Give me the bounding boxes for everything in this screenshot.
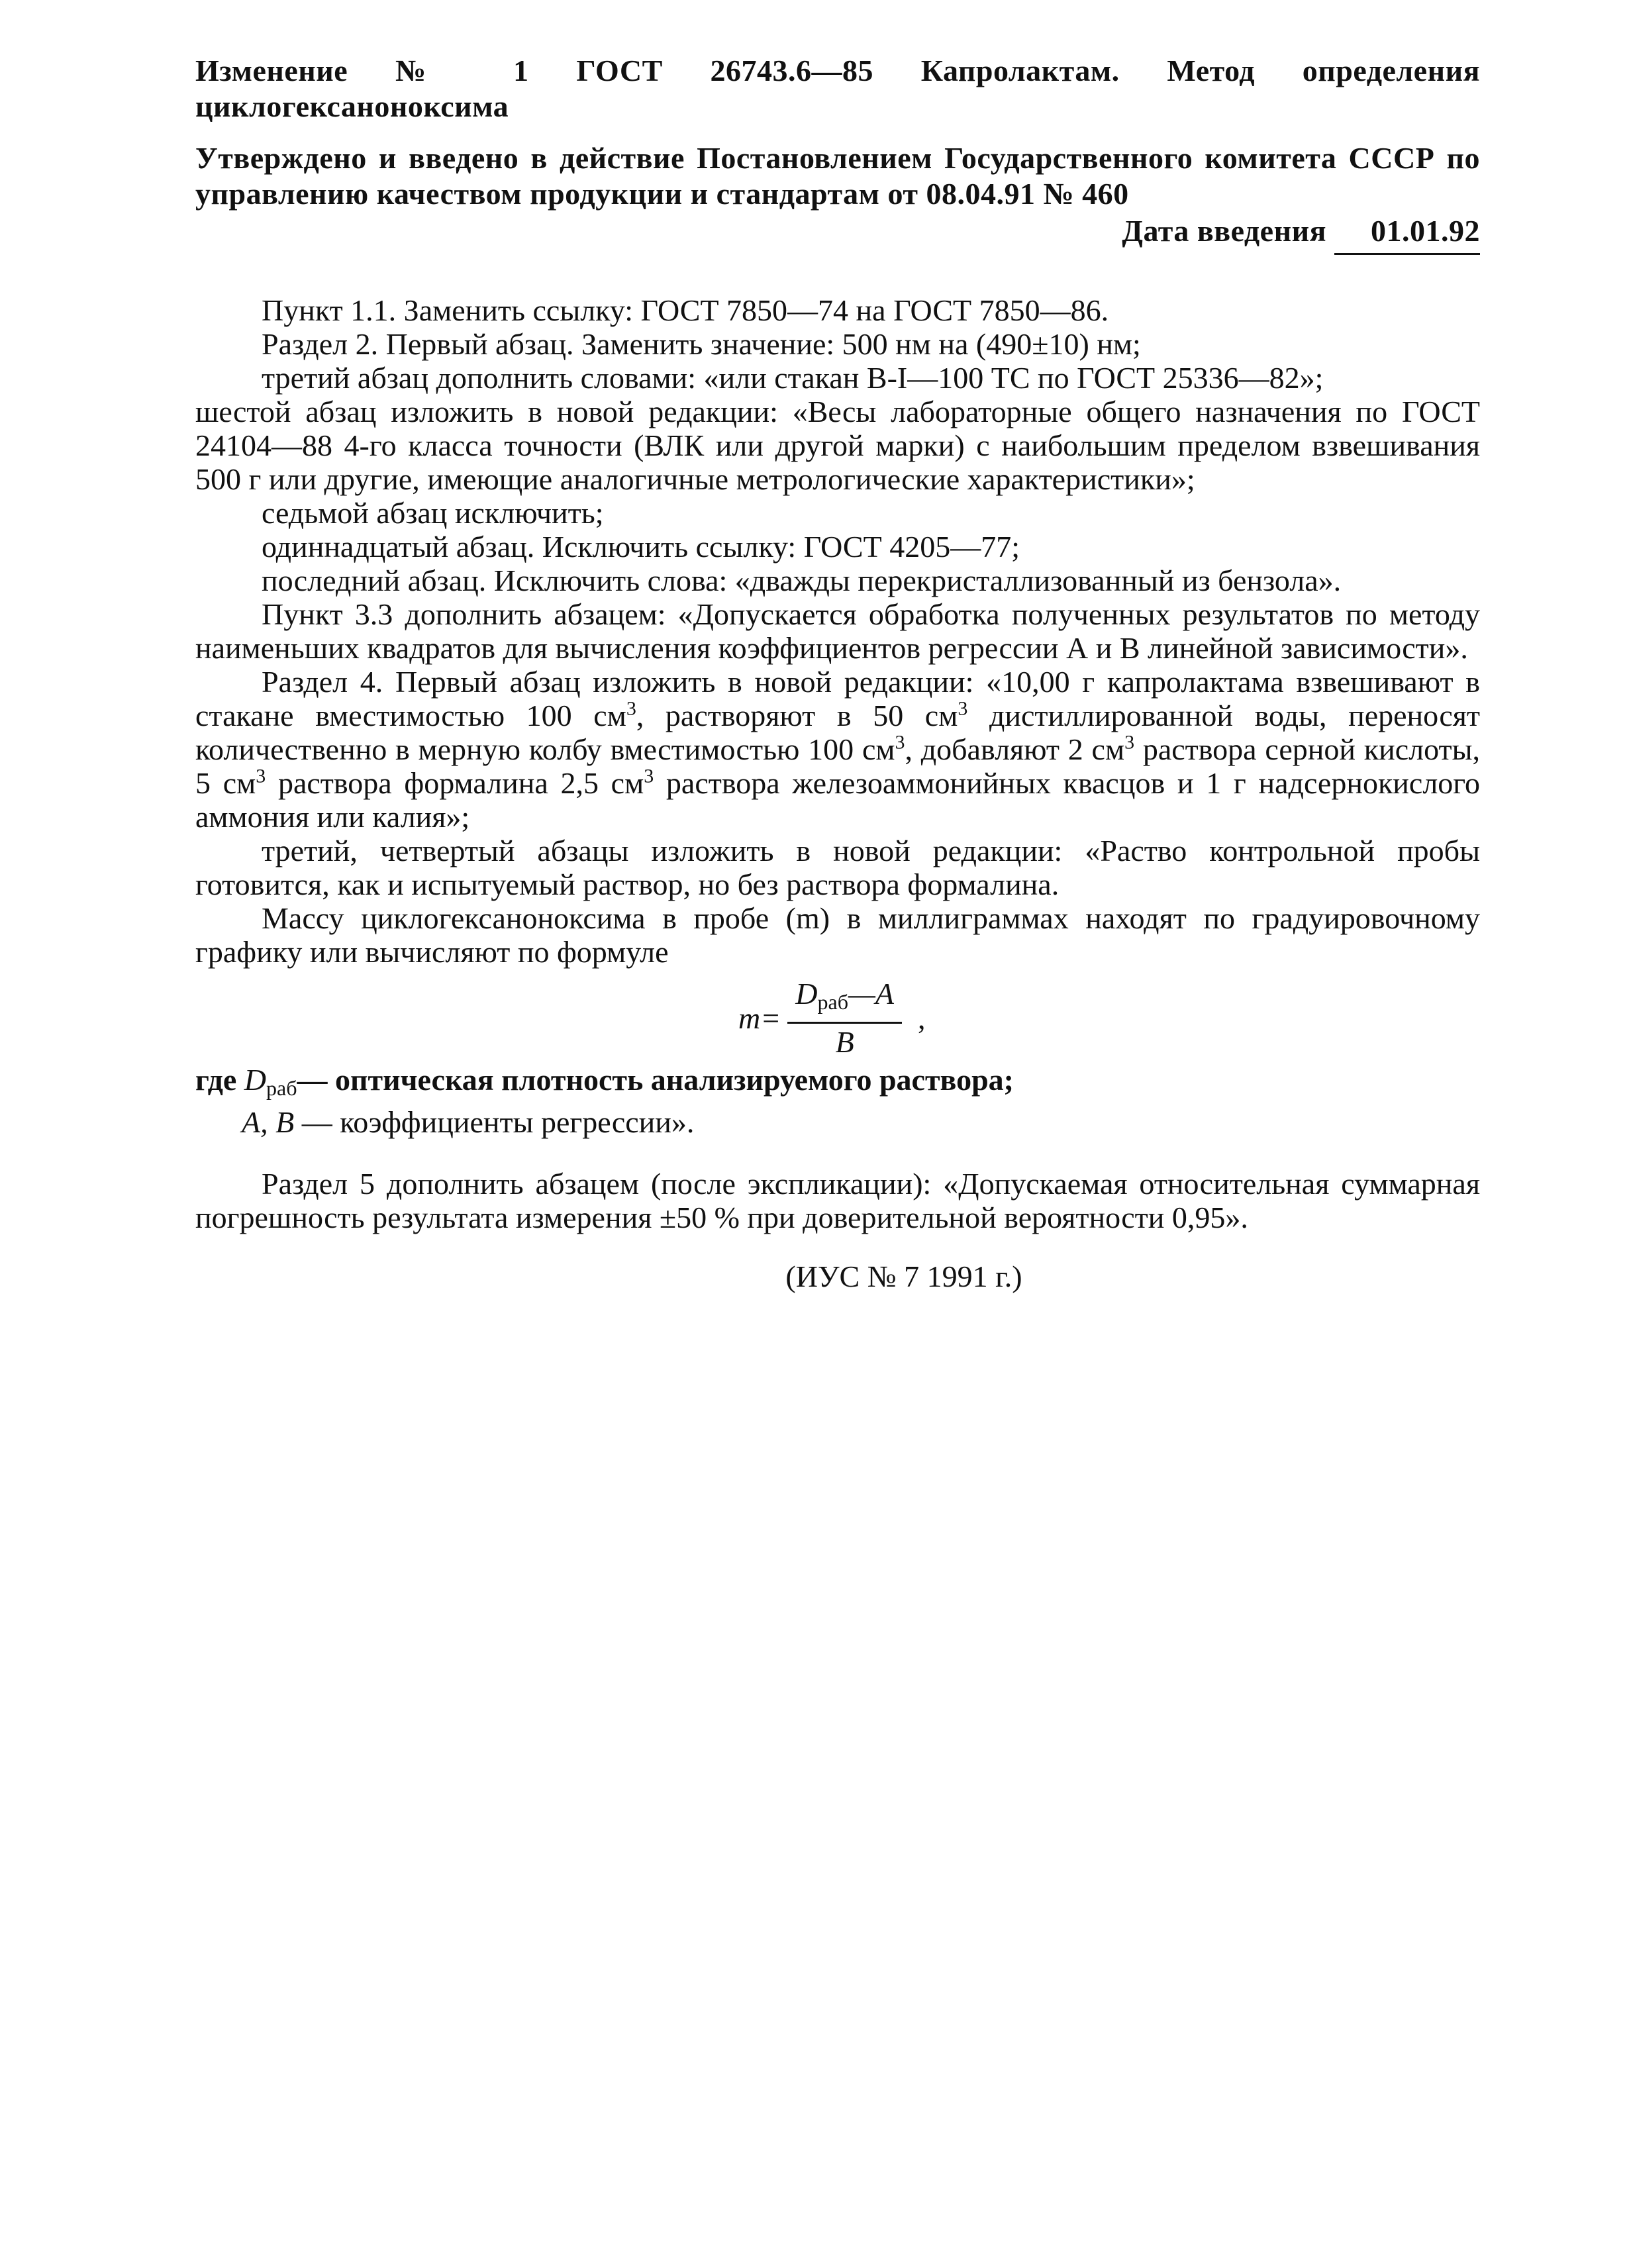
- paragraph-clause-3-3: Пункт 3.3 дополнить абзацем: «Допускается обработка полученных результатов по методу наименьших квадратов для вычисления коэффициентов регрессии А и В линейной зависимости».: [195, 597, 1480, 665]
- mass-formula: [738, 977, 925, 1059]
- legend-d-row: [195, 1063, 1480, 1105]
- paragraph-clause-1-1: Пункт 1.1. Заменить ссылку: ГОСТ 7850—74 на ГОСТ 7850—86.: [262, 293, 1109, 327]
- amendment-body: [195, 293, 1480, 1293]
- formula-denominator: B: [835, 1025, 854, 1059]
- formula-lhs: m=: [738, 1001, 781, 1035]
- legend-ab-symbol: A, B: [242, 1105, 295, 1139]
- legend-d-symbol: [244, 1063, 297, 1105]
- approval-statement: Утверждено и введено в действие Постановлением Государственного комитета СССР по управлению качеством продукции и стандартам от 08.04.91 № 460: [195, 141, 1480, 211]
- paragraph-last-abzac: последний абзац. Исключить слова: «дважды перекристаллизованный из бензола».: [262, 564, 1342, 597]
- date-label: Дата введения: [1122, 214, 1326, 248]
- section-4-text-e: раствора серной кислоты, 5 см: [195, 732, 1480, 800]
- date-value: 01.01.92: [1334, 213, 1480, 255]
- legend-ab-row: [195, 1105, 1480, 1139]
- document-page: [195, 53, 1480, 1293]
- legend-ab-text: — коэффициенты регрессии».: [301, 1105, 695, 1139]
- paragraph-mass-calculation: Массу циклогексаноноксима в пробе (m) в миллиграммах находят по градуировочному графику или вычисляют по формуле: [195, 901, 1480, 969]
- source-reference: (ИУС № 7 1991 г.): [785, 1259, 1022, 1293]
- paragraph-section-5: Раздел 5 дополнить абзацем (после экспликации): «Допускаемая относительная суммарная погрешность результата измерения ±50 % при доверительной вероятности 0,95».: [195, 1167, 1480, 1234]
- legend-where: где: [195, 1063, 237, 1097]
- superscript-cube: 3: [895, 731, 905, 754]
- section-4-text-c: дистиллированной воды, переносят количественно в мерную колбу вместимостью 100 см: [195, 699, 1481, 766]
- paragraph-third-abzac: третий абзац дополнить словами: «или стакан В-І—100 ТС по ГОСТ 25336—82»;: [262, 361, 1324, 395]
- numerator-subscript: раб: [817, 990, 848, 1014]
- section-4-text-f: раствора формалина 2,5 см: [266, 766, 644, 800]
- formula-fraction: [787, 977, 902, 1059]
- section-4-text-g: раствора железоаммонийных квасцов и 1 г надсернокислого аммония или калия»;: [195, 766, 1481, 834]
- section-4-text-d: , добавляют 2 см: [905, 732, 1125, 766]
- formula-numerator: [787, 977, 902, 1024]
- superscript-cube: 3: [644, 765, 654, 787]
- legend-d-subscript: раб: [266, 1076, 297, 1100]
- superscript-cube: 3: [958, 697, 968, 720]
- paragraph-eleventh-abzac: одиннадцатый абзац. Исключить ссылку: ГОСТ 4205—77;: [262, 530, 1020, 564]
- introduction-date: [195, 213, 1480, 255]
- legend-d-text: — оптическая плотность анализируемого раствора;: [297, 1063, 1014, 1097]
- superscript-cube: 3: [256, 765, 266, 787]
- section-4-text-b: , растворяют в 50 см: [636, 699, 958, 732]
- numerator-tail: —A: [848, 977, 894, 1011]
- numerator-variable: D: [795, 977, 818, 1011]
- paragraph-section-2: Раздел 2. Первый абзац. Заменить значение: 500 нм на (490±10) нм;: [262, 327, 1141, 361]
- paragraph-seventh-abzac: седьмой абзац исключить;: [262, 496, 604, 530]
- paragraph-section-4: [195, 665, 1480, 834]
- superscript-cube: 3: [1124, 731, 1135, 754]
- formula-comma: ,: [917, 1001, 926, 1035]
- legend-d-letter: D: [244, 1063, 267, 1097]
- paragraph-third-fourth-abzac: третий, четвертый абзацы изложить в новой редакции: «Раство контрольной пробы готовится, как и испытуемый раствор, но без раствора формалина.: [195, 834, 1480, 901]
- document-title: Изменение № 1 ГОСТ 26743.6—85 Капролактам. Метод определения циклогексаноноксима: [195, 54, 1480, 123]
- formula-block: [195, 977, 1480, 1059]
- paragraph-sixth-abzac: шестой абзац изложить в новой редакции: «Весы лабораторные общего назначения по ГОСТ 24104—88 4-го класса точности (ВЛК или другой марки) с наибольшим пределом взвешивания 500 г или другие, имеющие аналогичные метрологические характеристики»;: [195, 395, 1480, 496]
- header-block: [195, 53, 1480, 255]
- superscript-cube: 3: [626, 697, 636, 720]
- section-4-text-a: Раздел 4. Первый абзац изложить в новой редакции: «10,00 г капролактама взвешивают в стакане вместимостью 100 см: [195, 665, 1480, 732]
